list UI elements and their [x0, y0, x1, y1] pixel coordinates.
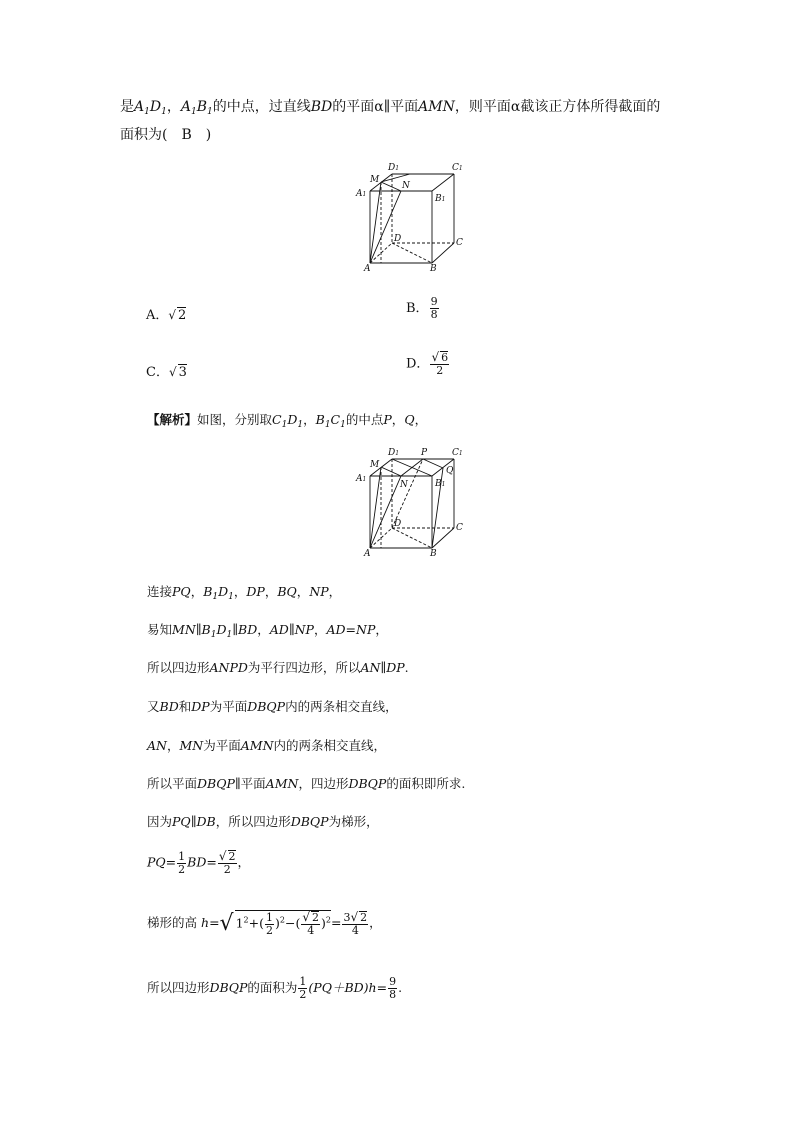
fig1-label-C1: C1 [452, 163, 463, 173]
fig2-label-P: P [421, 448, 428, 458]
fig1-label-M: M [370, 175, 380, 185]
fig2-label-D: D [394, 519, 402, 529]
fig1-label-N: N [402, 181, 410, 191]
solution-line-7: 所以平面DBQP∥平面AMN，四边形DBQP的面积即所求. [147, 776, 466, 791]
fig1-label-A: A [364, 264, 371, 274]
solution-line-11: 所以四边形DBQP的面积为 $\frac{1}{2}$ (PQ＋BD)h= $\frac{9}{8}$ . [147, 975, 403, 1001]
fig1-label-A1: A1 [356, 189, 367, 199]
fig2-label-C1: C1 [452, 448, 463, 458]
solution-line-3: 易知$MN\parallel B_1D_1\parallel BD$，AD∥NP，AD=NP， [147, 622, 388, 640]
fig2-label-C: C [456, 523, 463, 533]
problem-line-1: 是$A_1D_1$，$A_1B_1$的中点，过直线BD的平面α∥平面AMN，则平面α截该正方体所得截面的 [120, 99, 661, 117]
fig2-label-B: B [430, 549, 437, 559]
problem-line-2: 面积为( B ) [120, 127, 212, 143]
solution-line-8: 因为PQ∥DB，所以四边形DBQP为梯形， [147, 814, 379, 829]
fig2-label-Q: Q [446, 466, 454, 476]
option-b: B． $\frac{9}{8}$ [406, 295, 438, 321]
fig1-label-B: B [430, 264, 437, 274]
fig1-label-D: D [394, 234, 402, 244]
fig2-label-N: N [400, 480, 408, 490]
fig2-label-B1: B1 [435, 479, 446, 489]
solution-line-6: AN，MN为平面AMN内的两条相交直线， [147, 738, 387, 753]
cube-figure-2 [350, 445, 475, 560]
solution-line-4: 所以四边形ANPD为平行四边形，所以AN∥DP. [147, 660, 409, 675]
fig2-label-A: A [364, 549, 371, 559]
fig1-label-D1: D1 [388, 163, 400, 173]
option-a: A．√ 2 [146, 308, 187, 323]
fig2-label-A1: A1 [356, 474, 367, 484]
fig2-label-D1: D1 [388, 448, 400, 458]
solution-line-10: 梯形的高 h=√ $1^2+$( $\frac{1}{2}$ )$^2$−( $\frac{√ 2}{4}$ )$^2$= $\frac{3√ 2}{4}$ ， [147, 909, 382, 937]
fig2-label-M: M [370, 460, 380, 470]
solution-line-9: PQ= $\frac{1}{2}$ BD= $\frac{√ 2}{2}$ ， [147, 849, 251, 876]
solution-line-1: 【解析】如图，分别取$C_1D_1$，$B_1C_1$的中点P，Q， [147, 412, 428, 430]
fig1-label-B1: B1 [435, 194, 446, 204]
cube-figure-1 [350, 160, 470, 275]
solution-line-2: 连接PQ，$B_1D_1$，DP，BQ，NP， [147, 584, 342, 602]
option-d: D． $\frac{√ 6}{2}$ [406, 350, 449, 377]
fig1-label-C: C [456, 238, 463, 248]
solution-line-5: 又BD和DP为平面DBQP内的两条相交直线， [147, 699, 398, 714]
option-c: C．√ 3 [146, 365, 187, 380]
